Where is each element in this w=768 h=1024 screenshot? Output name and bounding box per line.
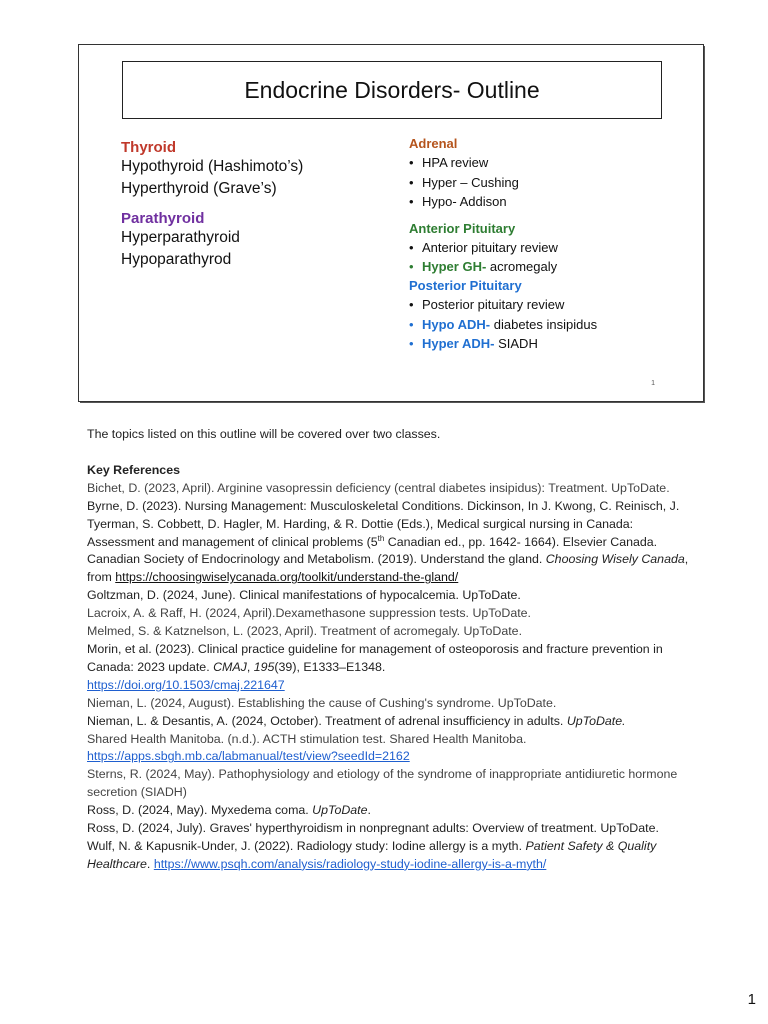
- slide-right-column: [409, 135, 689, 354]
- slide-thumbnail: [78, 44, 704, 402]
- slide-left-column: [121, 139, 371, 271]
- list-item: • Hyper GH- acromegaly: [409, 259, 558, 275]
- slide-title: Endocrine Disorders- Outline: [122, 61, 662, 119]
- list-item: • Hyper ADH- SIADH: [409, 336, 538, 352]
- reference-link[interactable]: https://www.psqh.com/analysis/radiology-study-iodine-allergy-is-a-myth/: [153, 856, 547, 871]
- list-item: • Hypo ADH- diabetes insipidus: [409, 316, 598, 332]
- reference-item: Byrne, D. (2023). Nursing Management: Musculoskeletal Conditions. Dickinson, In J. Kwong, C. Reinisch, J. Tyerman, S. Cobbett, D. Hagler, M. Harding, & R. Dottie (Eds.), Medical surgical nursing in Canada: Assessment and management of clinical problems (5th Canadian ed., pp. 1642- 1664). Elsevier Canada.: [87, 498, 680, 549]
- list-item: • Posterior pituitary review: [409, 296, 565, 312]
- anterior-pituitary-list: [409, 238, 689, 277]
- reference-item: Lacroix, A. & Raff, H. (2024, April).Dexamethasone suppression tests. UpToDate.: [87, 606, 531, 621]
- slide-number: 1: [651, 380, 655, 387]
- posterior-pituitary-list: [409, 295, 689, 354]
- parathyroid-heading: Parathyroid: [121, 210, 205, 227]
- list-item: • Hypo- Addison: [409, 194, 507, 210]
- reference-item: Ross, D. (2024, May). Myxedema coma. UpToDate.: [87, 803, 371, 818]
- notes-intro: The topics listed on this outline will be covered over two classes.: [87, 427, 441, 441]
- thyroid-item: Hypothyroid (Hashimoto’s): [121, 158, 304, 175]
- reference-item: Nieman, L. & Desantis, A. (2024, October). Treatment of adrenal insufficiency in adults. UpToDate.: [87, 713, 626, 728]
- parathyroid-item: Hyperparathyroid: [121, 229, 240, 246]
- adrenal-list: [409, 153, 689, 212]
- reference-item: Canadian Society of Endocrinology and Metabolism. (2019). Understand the gland. Choosing Wisely Canada, from https://choosingwiselycanada.org/toolkit/understand-the-gland/: [87, 552, 689, 585]
- reference-item: Wulf, N. & Kapusnik-Under, J. (2022). Radiology study: Iodine allergy is a myth. Patient Safety & Quality Healthcare. https://www.psqh.com/analysis/radiology-study-iodine-allergy-is-a-myth/: [87, 838, 657, 871]
- parathyroid-item: Hypoparathyrod: [121, 251, 232, 268]
- key-references-heading: Key References: [87, 462, 180, 477]
- reference-item: Nieman, L. (2024, August). Establishing the cause of Cushing's syndrome. UpToDate.: [87, 695, 557, 710]
- thyroid-heading: Thyroid: [121, 139, 176, 156]
- reference-link[interactable]: https://apps.sbgh.mb.ca/labmanual/test/view?seedId=2162: [87, 749, 410, 764]
- reference-item: Sterns, R. (2024, May). Pathophysiology and etiology of the syndrome of inappropriate antidiuretic hormone secretion (SIADH): [87, 767, 678, 800]
- notes-section: [87, 426, 697, 874]
- list-item: • Hyper – Cushing: [409, 174, 519, 190]
- reference-item: Goltzman, D. (2024, June). Clinical manifestations of hypocalcemia. UpToDate.: [87, 588, 521, 603]
- reference-item: Bichet, D. (2023, April). Arginine vasopressin deficiency (central diabetes insipidus): Treatment. UpToDate.: [87, 480, 670, 495]
- page-number: 1: [747, 991, 756, 1008]
- reference-item: Shared Health Manitoba. (n.d.). ACTH stimulation test. Shared Health Manitoba. https://apps.sbgh.mb.ca/labmanual/test/view?seedId=2162: [87, 731, 527, 764]
- reference-item: Melmed, S. & Katznelson, L. (2023, April). Treatment of acromegaly. UpToDate.: [87, 624, 523, 639]
- reference-link[interactable]: https://doi.org/10.1503/cmaj.221647: [87, 677, 285, 692]
- reference-item: Ross, D. (2024, July). Graves' hyperthyroidism in nonpregnant adults: Overview of treatment. UpToDate.: [87, 821, 659, 836]
- list-item: • HPA review: [409, 155, 489, 170]
- posterior-pituitary-heading: Posterior Pituitary: [409, 277, 522, 293]
- reference-link[interactable]: https://choosingwiselycanada.org/toolkit/understand-the-gland/: [115, 570, 459, 585]
- reference-item: Morin, et al. (2023). Clinical practice guideline for management of osteoporosis and fracture prevention in Canada: 2023 update. CMAJ, 195(39), E1333–E1348. https://doi.org/10.1503/cmaj.221647: [87, 641, 663, 692]
- thyroid-item: Hyperthyroid (Grave’s): [121, 180, 277, 197]
- anterior-pituitary-heading: Anterior Pituitary: [409, 220, 516, 236]
- adrenal-heading: Adrenal: [409, 136, 458, 151]
- list-item: • Anterior pituitary review: [409, 239, 558, 255]
